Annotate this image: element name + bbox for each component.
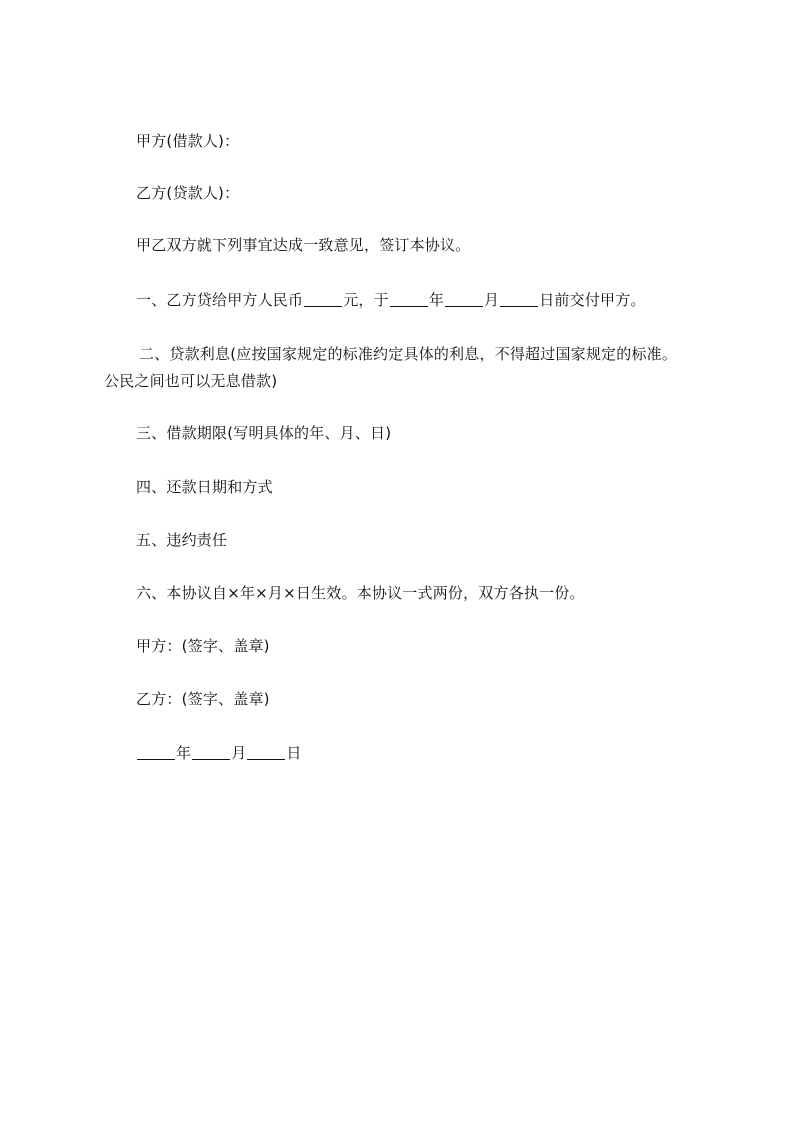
- date-month-blank: [192, 758, 230, 760]
- clause-6: 六、本协议自×年×月×日生效。本协议一式两份，双方各执一份。: [136, 584, 585, 602]
- year-blank: [390, 305, 428, 307]
- clause-1-yuan: 元，于: [343, 291, 389, 309]
- date-line: [136, 742, 302, 764]
- month-blank: [445, 305, 483, 307]
- amount-blank: [304, 305, 342, 307]
- date-month: 月: [231, 744, 247, 762]
- clause-5: 五、违约责任: [136, 531, 228, 549]
- date-year: 年: [176, 744, 192, 762]
- party-a-line: 甲方(借款人)：: [136, 132, 240, 150]
- sign-b-line: 乙方：(签字、盖章): [136, 690, 270, 708]
- clause-1-suffix: 日前交付甲方。: [539, 291, 646, 309]
- party-b-line: 乙方(贷款人)：: [136, 184, 240, 202]
- date-day-blank: [247, 758, 285, 760]
- sign-a-line: 甲方：(签字、盖章): [136, 637, 270, 655]
- clause-3: 三、借款期限(写明具体的年、月、日): [136, 424, 392, 442]
- date-day: 日: [286, 744, 302, 762]
- clause-2-line-1: 二、贷款利息(应按国家规定的标准约定具体的利息，不得超过国家规定的标准。: [139, 345, 678, 363]
- day-blank: [500, 305, 538, 307]
- clause-1-prefix: 一、乙方贷给甲方人民币: [136, 291, 304, 309]
- date-year-blank: [137, 758, 175, 760]
- clause-1-month: 月: [484, 291, 500, 309]
- clause-1-year: 年: [428, 291, 445, 309]
- preamble-line: 甲乙双方就下列事宜达成一致意见，签订本协议。: [136, 236, 471, 254]
- clause-4: 四、还款日期和方式: [136, 478, 273, 496]
- clause-1: [136, 289, 646, 311]
- clause-2-line-2: 公民之间也可以无息借款): [104, 372, 278, 390]
